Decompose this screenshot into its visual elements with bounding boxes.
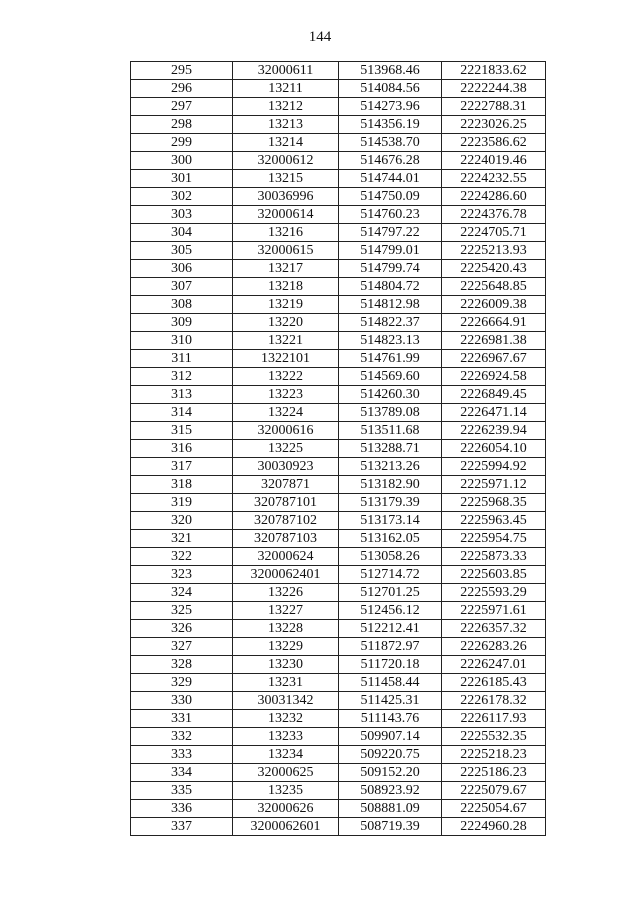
x-coordinate-cell: 514569.60 bbox=[339, 368, 442, 386]
x-coordinate-cell: 512714.72 bbox=[339, 566, 442, 584]
point-id-cell: 13233 bbox=[233, 728, 339, 746]
x-coordinate-cell: 513173.14 bbox=[339, 512, 442, 530]
y-coordinate-cell: 2225954.75 bbox=[442, 530, 546, 548]
x-coordinate-cell: 514804.72 bbox=[339, 278, 442, 296]
y-coordinate-cell: 2223026.25 bbox=[442, 116, 546, 134]
table-row bbox=[131, 530, 546, 548]
table-row bbox=[131, 80, 546, 98]
point-id-cell: 30030923 bbox=[233, 458, 339, 476]
table-row bbox=[131, 368, 546, 386]
point-id-cell: 13216 bbox=[233, 224, 339, 242]
table-row bbox=[131, 404, 546, 422]
row-index-cell: 295 bbox=[131, 62, 233, 80]
x-coordinate-cell: 509152.20 bbox=[339, 764, 442, 782]
table-row bbox=[131, 314, 546, 332]
row-index-cell: 327 bbox=[131, 638, 233, 656]
table-row bbox=[131, 152, 546, 170]
y-coordinate-cell: 2226185.43 bbox=[442, 674, 546, 692]
x-coordinate-cell: 514750.09 bbox=[339, 188, 442, 206]
row-index-cell: 310 bbox=[131, 332, 233, 350]
x-coordinate-cell: 511720.18 bbox=[339, 656, 442, 674]
row-index-cell: 322 bbox=[131, 548, 233, 566]
row-index-cell: 336 bbox=[131, 800, 233, 818]
point-id-cell: 13221 bbox=[233, 332, 339, 350]
x-coordinate-cell: 508719.39 bbox=[339, 818, 442, 836]
table-row bbox=[131, 242, 546, 260]
y-coordinate-cell: 2225079.67 bbox=[442, 782, 546, 800]
table-row bbox=[131, 674, 546, 692]
point-id-cell: 13227 bbox=[233, 602, 339, 620]
table-row bbox=[131, 782, 546, 800]
row-index-cell: 324 bbox=[131, 584, 233, 602]
point-id-cell: 32000624 bbox=[233, 548, 339, 566]
x-coordinate-cell: 511143.76 bbox=[339, 710, 442, 728]
y-coordinate-cell: 2225971.61 bbox=[442, 602, 546, 620]
row-index-cell: 316 bbox=[131, 440, 233, 458]
coordinates-table-body bbox=[131, 62, 546, 836]
table-row bbox=[131, 638, 546, 656]
y-coordinate-cell: 2226357.32 bbox=[442, 620, 546, 638]
y-coordinate-cell: 2224019.46 bbox=[442, 152, 546, 170]
row-index-cell: 326 bbox=[131, 620, 233, 638]
x-coordinate-cell: 514799.74 bbox=[339, 260, 442, 278]
table-row bbox=[131, 260, 546, 278]
coordinates-table bbox=[130, 61, 546, 836]
table-row bbox=[131, 62, 546, 80]
row-index-cell: 321 bbox=[131, 530, 233, 548]
y-coordinate-cell: 2226054.10 bbox=[442, 440, 546, 458]
point-id-cell: 13213 bbox=[233, 116, 339, 134]
table-row bbox=[131, 746, 546, 764]
row-index-cell: 328 bbox=[131, 656, 233, 674]
x-coordinate-cell: 513288.71 bbox=[339, 440, 442, 458]
row-index-cell: 317 bbox=[131, 458, 233, 476]
table-row bbox=[131, 440, 546, 458]
point-id-cell: 13219 bbox=[233, 296, 339, 314]
table-row bbox=[131, 710, 546, 728]
y-coordinate-cell: 2225593.29 bbox=[442, 584, 546, 602]
row-index-cell: 297 bbox=[131, 98, 233, 116]
row-index-cell: 330 bbox=[131, 692, 233, 710]
point-id-cell: 32000611 bbox=[233, 62, 339, 80]
table-row bbox=[131, 764, 546, 782]
x-coordinate-cell: 514823.13 bbox=[339, 332, 442, 350]
x-coordinate-cell: 514822.37 bbox=[339, 314, 442, 332]
point-id-cell: 32000614 bbox=[233, 206, 339, 224]
table-row bbox=[131, 170, 546, 188]
table-row bbox=[131, 224, 546, 242]
y-coordinate-cell: 2225963.45 bbox=[442, 512, 546, 530]
x-coordinate-cell: 513968.46 bbox=[339, 62, 442, 80]
table-row bbox=[131, 296, 546, 314]
table-row bbox=[131, 494, 546, 512]
y-coordinate-cell: 2226471.14 bbox=[442, 404, 546, 422]
y-coordinate-cell: 2226178.32 bbox=[442, 692, 546, 710]
x-coordinate-cell: 514799.01 bbox=[339, 242, 442, 260]
y-coordinate-cell: 2225994.92 bbox=[442, 458, 546, 476]
point-id-cell: 32000625 bbox=[233, 764, 339, 782]
table-row bbox=[131, 656, 546, 674]
row-index-cell: 331 bbox=[131, 710, 233, 728]
y-coordinate-cell: 2224286.60 bbox=[442, 188, 546, 206]
table-row bbox=[131, 602, 546, 620]
y-coordinate-cell: 2226247.01 bbox=[442, 656, 546, 674]
x-coordinate-cell: 514538.70 bbox=[339, 134, 442, 152]
row-index-cell: 319 bbox=[131, 494, 233, 512]
x-coordinate-cell: 512701.25 bbox=[339, 584, 442, 602]
y-coordinate-cell: 2225420.43 bbox=[442, 260, 546, 278]
row-index-cell: 300 bbox=[131, 152, 233, 170]
y-coordinate-cell: 2225054.67 bbox=[442, 800, 546, 818]
point-id-cell: 3200062401 bbox=[233, 566, 339, 584]
y-coordinate-cell: 2225603.85 bbox=[442, 566, 546, 584]
x-coordinate-cell: 508923.92 bbox=[339, 782, 442, 800]
row-index-cell: 305 bbox=[131, 242, 233, 260]
x-coordinate-cell: 512456.12 bbox=[339, 602, 442, 620]
point-id-cell: 320787102 bbox=[233, 512, 339, 530]
point-id-cell: 13217 bbox=[233, 260, 339, 278]
table-row bbox=[131, 350, 546, 368]
x-coordinate-cell: 508881.09 bbox=[339, 800, 442, 818]
y-coordinate-cell: 2226664.91 bbox=[442, 314, 546, 332]
x-coordinate-cell: 513511.68 bbox=[339, 422, 442, 440]
y-coordinate-cell: 2226239.94 bbox=[442, 422, 546, 440]
x-coordinate-cell: 514084.56 bbox=[339, 80, 442, 98]
point-id-cell: 13211 bbox=[233, 80, 339, 98]
table-row bbox=[131, 422, 546, 440]
row-index-cell: 337 bbox=[131, 818, 233, 836]
table-row bbox=[131, 386, 546, 404]
x-coordinate-cell: 514812.98 bbox=[339, 296, 442, 314]
row-index-cell: 318 bbox=[131, 476, 233, 494]
point-id-cell: 3207871 bbox=[233, 476, 339, 494]
y-coordinate-cell: 2226117.93 bbox=[442, 710, 546, 728]
y-coordinate-cell: 2225968.35 bbox=[442, 494, 546, 512]
table-row bbox=[131, 458, 546, 476]
x-coordinate-cell: 514676.28 bbox=[339, 152, 442, 170]
row-index-cell: 306 bbox=[131, 260, 233, 278]
x-coordinate-cell: 513058.26 bbox=[339, 548, 442, 566]
y-coordinate-cell: 2225648.85 bbox=[442, 278, 546, 296]
y-coordinate-cell: 2222788.31 bbox=[442, 98, 546, 116]
table-row bbox=[131, 512, 546, 530]
table-row bbox=[131, 332, 546, 350]
table-row bbox=[131, 728, 546, 746]
point-id-cell: 320787101 bbox=[233, 494, 339, 512]
point-id-cell: 13228 bbox=[233, 620, 339, 638]
table-row bbox=[131, 692, 546, 710]
row-index-cell: 313 bbox=[131, 386, 233, 404]
point-id-cell: 13214 bbox=[233, 134, 339, 152]
table-row bbox=[131, 584, 546, 602]
point-id-cell: 32000616 bbox=[233, 422, 339, 440]
y-coordinate-cell: 2224232.55 bbox=[442, 170, 546, 188]
x-coordinate-cell: 511425.31 bbox=[339, 692, 442, 710]
row-index-cell: 307 bbox=[131, 278, 233, 296]
y-coordinate-cell: 2225213.93 bbox=[442, 242, 546, 260]
row-index-cell: 301 bbox=[131, 170, 233, 188]
x-coordinate-cell: 514761.99 bbox=[339, 350, 442, 368]
y-coordinate-cell: 2226981.38 bbox=[442, 332, 546, 350]
table-row bbox=[131, 566, 546, 584]
point-id-cell: 13225 bbox=[233, 440, 339, 458]
x-coordinate-cell: 514273.96 bbox=[339, 98, 442, 116]
row-index-cell: 329 bbox=[131, 674, 233, 692]
y-coordinate-cell: 2226009.38 bbox=[442, 296, 546, 314]
row-index-cell: 311 bbox=[131, 350, 233, 368]
table-row bbox=[131, 620, 546, 638]
row-index-cell: 304 bbox=[131, 224, 233, 242]
point-id-cell: 30031342 bbox=[233, 692, 339, 710]
row-index-cell: 332 bbox=[131, 728, 233, 746]
y-coordinate-cell: 2224960.28 bbox=[442, 818, 546, 836]
x-coordinate-cell: 514760.23 bbox=[339, 206, 442, 224]
y-coordinate-cell: 2222244.38 bbox=[442, 80, 546, 98]
y-coordinate-cell: 2221833.62 bbox=[442, 62, 546, 80]
point-id-cell: 13234 bbox=[233, 746, 339, 764]
x-coordinate-cell: 514744.01 bbox=[339, 170, 442, 188]
row-index-cell: 315 bbox=[131, 422, 233, 440]
table-row bbox=[131, 476, 546, 494]
x-coordinate-cell: 513789.08 bbox=[339, 404, 442, 422]
y-coordinate-cell: 2225873.33 bbox=[442, 548, 546, 566]
table-row bbox=[131, 188, 546, 206]
row-index-cell: 309 bbox=[131, 314, 233, 332]
row-index-cell: 334 bbox=[131, 764, 233, 782]
point-id-cell: 13226 bbox=[233, 584, 339, 602]
row-index-cell: 302 bbox=[131, 188, 233, 206]
x-coordinate-cell: 514260.30 bbox=[339, 386, 442, 404]
row-index-cell: 303 bbox=[131, 206, 233, 224]
table-row bbox=[131, 116, 546, 134]
point-id-cell: 13218 bbox=[233, 278, 339, 296]
row-index-cell: 308 bbox=[131, 296, 233, 314]
table-row bbox=[131, 548, 546, 566]
x-coordinate-cell: 513162.05 bbox=[339, 530, 442, 548]
point-id-cell: 32000626 bbox=[233, 800, 339, 818]
y-coordinate-cell: 2224376.78 bbox=[442, 206, 546, 224]
row-index-cell: 312 bbox=[131, 368, 233, 386]
table-row bbox=[131, 278, 546, 296]
point-id-cell: 13212 bbox=[233, 98, 339, 116]
x-coordinate-cell: 513213.26 bbox=[339, 458, 442, 476]
point-id-cell: 32000612 bbox=[233, 152, 339, 170]
table-row bbox=[131, 800, 546, 818]
y-coordinate-cell: 2224705.71 bbox=[442, 224, 546, 242]
point-id-cell: 320787103 bbox=[233, 530, 339, 548]
row-index-cell: 299 bbox=[131, 134, 233, 152]
point-id-cell: 30036996 bbox=[233, 188, 339, 206]
point-id-cell: 13230 bbox=[233, 656, 339, 674]
table-row bbox=[131, 134, 546, 152]
row-index-cell: 298 bbox=[131, 116, 233, 134]
x-coordinate-cell: 511872.97 bbox=[339, 638, 442, 656]
y-coordinate-cell: 2225971.12 bbox=[442, 476, 546, 494]
row-index-cell: 320 bbox=[131, 512, 233, 530]
row-index-cell: 335 bbox=[131, 782, 233, 800]
y-coordinate-cell: 2225532.35 bbox=[442, 728, 546, 746]
y-coordinate-cell: 2225218.23 bbox=[442, 746, 546, 764]
x-coordinate-cell: 514356.19 bbox=[339, 116, 442, 134]
y-coordinate-cell: 2226849.45 bbox=[442, 386, 546, 404]
point-id-cell: 13220 bbox=[233, 314, 339, 332]
x-coordinate-cell: 513179.39 bbox=[339, 494, 442, 512]
point-id-cell: 13235 bbox=[233, 782, 339, 800]
x-coordinate-cell: 509220.75 bbox=[339, 746, 442, 764]
page-number: 144 bbox=[308, 29, 332, 45]
x-coordinate-cell: 509907.14 bbox=[339, 728, 442, 746]
point-id-cell: 13215 bbox=[233, 170, 339, 188]
y-coordinate-cell: 2225186.23 bbox=[442, 764, 546, 782]
y-coordinate-cell: 2226924.58 bbox=[442, 368, 546, 386]
table-row bbox=[131, 206, 546, 224]
point-id-cell: 3200062601 bbox=[233, 818, 339, 836]
row-index-cell: 314 bbox=[131, 404, 233, 422]
y-coordinate-cell: 2223586.62 bbox=[442, 134, 546, 152]
x-coordinate-cell: 514797.22 bbox=[339, 224, 442, 242]
point-id-cell: 1322101 bbox=[233, 350, 339, 368]
point-id-cell: 32000615 bbox=[233, 242, 339, 260]
row-index-cell: 296 bbox=[131, 80, 233, 98]
table-row bbox=[131, 818, 546, 836]
y-coordinate-cell: 2226967.67 bbox=[442, 350, 546, 368]
point-id-cell: 13231 bbox=[233, 674, 339, 692]
point-id-cell: 13229 bbox=[233, 638, 339, 656]
point-id-cell: 13223 bbox=[233, 386, 339, 404]
x-coordinate-cell: 512212.41 bbox=[339, 620, 442, 638]
x-coordinate-cell: 513182.90 bbox=[339, 476, 442, 494]
row-index-cell: 325 bbox=[131, 602, 233, 620]
y-coordinate-cell: 2226283.26 bbox=[442, 638, 546, 656]
row-index-cell: 323 bbox=[131, 566, 233, 584]
x-coordinate-cell: 511458.44 bbox=[339, 674, 442, 692]
point-id-cell: 13222 bbox=[233, 368, 339, 386]
table-row bbox=[131, 98, 546, 116]
point-id-cell: 13232 bbox=[233, 710, 339, 728]
point-id-cell: 13224 bbox=[233, 404, 339, 422]
row-index-cell: 333 bbox=[131, 746, 233, 764]
